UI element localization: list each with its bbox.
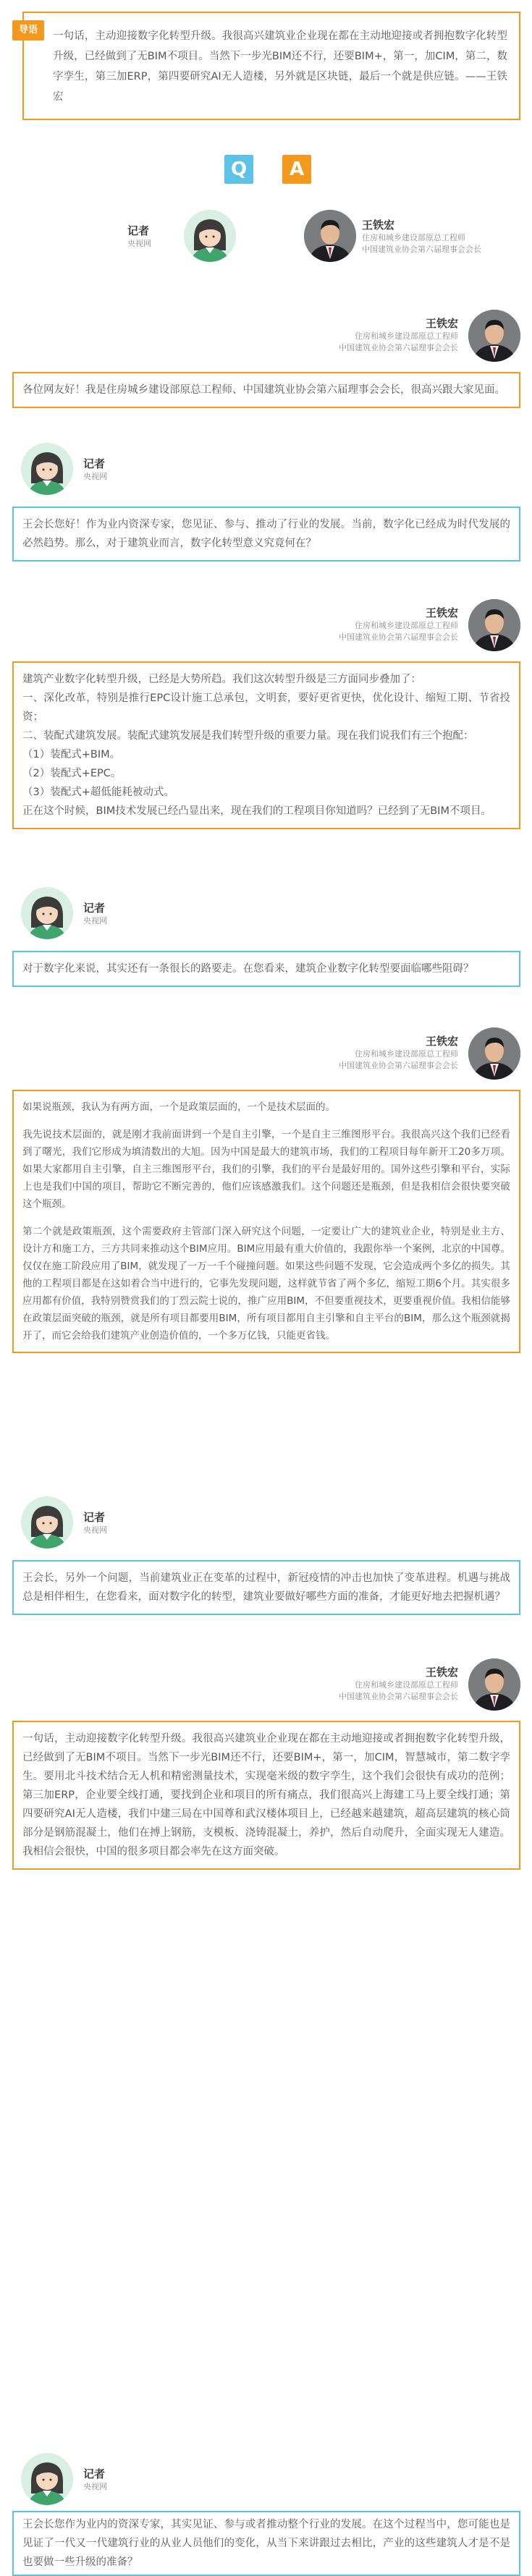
dialogue-question-3 — [12, 1496, 520, 1641]
speaker-name: 王铁宏 — [425, 1035, 458, 1048]
answer-line: 一、深化改革，特别是推行EPC设计施工总承包，文明套，要好更省更快，优化设计、缩短工期、节省投资； — [22, 692, 510, 723]
speaker-name: 记者 — [83, 902, 106, 915]
reporter-avatar — [21, 443, 73, 495]
speaker-title-2: 中国建筑业协会第六届理事会会长 — [339, 1061, 458, 1070]
reporter-avatar-icon — [21, 443, 73, 495]
reporter-avatar-icon — [184, 210, 236, 262]
guest-avatar — [468, 599, 520, 651]
guest-avatar-icon — [304, 210, 356, 262]
guest-speaker — [216, 1028, 520, 1085]
reporter-avatar — [21, 1496, 73, 1548]
dialogue-question-1 — [12, 443, 520, 566]
speaker-title-2: 中国建筑业协会第六届理事会会长 — [339, 1692, 458, 1701]
speaker-title-1: 住房和城乡建设部原总工程师 — [355, 331, 458, 341]
question-paragraph: 王会长，另外一个问题，当前建筑业正在变革的过程中，新冠疫情的冲击也加快了变革进程。机遇与挑战总是相伴相生，在您看来，面对数字化的转型，建筑业要做好哪些方面的准备，才能更好地去把握机遇？ — [22, 1572, 510, 1603]
reporter-avatar-icon — [21, 2453, 73, 2505]
guest-avatar-icon — [468, 310, 520, 362]
qa-guest — [304, 204, 521, 284]
speaker-name: 记者 — [83, 1511, 106, 1524]
answer-line: 建筑产业数字化转型升级，已经是大势所趋。我们这次转型升级是三方面同步叠加了： — [22, 674, 421, 685]
answer-paragraph: 如果说瓶颈，我认为有两方面，一个是政策层面的，一个是技术层面的。 — [22, 1101, 335, 1113]
guest-speaker — [216, 1658, 520, 1716]
answer-line: （2）装配式+EPC。 — [22, 768, 122, 779]
answer-paragraph: 一句话，主动迎接数字化转型升级。我很高兴建筑业企业现在都在主动地迎接或者拥抱数字化转型升级，已经做到了无BIM不项目。当然下一步光BIM还不行，还要BIM+，第一，加CIM，智慧城市，第二数字孪生。要用北斗技术结合无人机和精密测量技术，实现毫米级的数字孪生，这个我们会很快有成功的范例；第三加ERP，企业要全线打通，要找到企业和项目的所有痛点，我们很高兴上海建工马上要全线打通；第四要研究AI无人造楼，我们中建三局在中国尊和武汉楼体项目上，已经越来越建筑，超高层建筑的核心筒部分是钢筋混凝土，他们在搏上钢筋，支模板、浇铸混凝土，养护，然后自动爬升，全面实现无人建造。我相信会很快，中国的很多项目都会率先在这方面突破。 — [22, 1733, 510, 1857]
reporter-avatar — [184, 210, 236, 262]
question-paragraph: 对于数字化来说，其实还有一条很长的路要走。在您看来，建筑企业数字化转型要面临哪些阻碍？ — [22, 963, 474, 975]
question-box — [12, 1560, 520, 1615]
answer-line: 二、装配式建筑发展。装配式建筑发展是我们转型升级的重要力量。现在我们说我们有三个抱配： — [22, 730, 474, 742]
guest-avatar-icon — [468, 1658, 520, 1711]
question-box — [12, 507, 520, 562]
qa-guest-name: 王铁宏 — [362, 219, 395, 232]
speaker-name: 王铁宏 — [425, 1666, 458, 1679]
dialogue-answer-3 — [12, 1028, 520, 1491]
answer-paragraph: 各位网友好！我是住房城乡建设部原总工程师、中国建筑业协会第六届理事会会长，很高兴跟大家见面。 — [22, 384, 505, 396]
speaker-org: 央视网 — [83, 2482, 107, 2491]
reporter-speaker — [21, 887, 238, 945]
speaker-title-2: 中国建筑业协会第六届理事会会长 — [339, 343, 458, 352]
speaker-title-1: 住房和城乡建设部原总工程师 — [355, 621, 458, 630]
guest-speaker — [216, 310, 520, 368]
lead-section — [12, 12, 520, 120]
dialogue-answer-2 — [12, 599, 520, 874]
answer-line: （1）装配式+BIM。 — [22, 749, 121, 760]
answer-line: 正在这个时候，BIM技术发展已经凸显出来，现在我们的工程项目你知道吗？已经到了无BIM不项目。 — [22, 805, 491, 817]
a-badge: A — [282, 155, 311, 184]
qa-guest-title-2: 中国建筑业协会第六届理事会会长 — [362, 245, 481, 254]
dialogue-answer-1 — [12, 310, 520, 433]
question-paragraph: 王会长您作为业内的资深专家，其实见证、参与或者推动整个行业的发展。在这个过程当中，您可能也是见证了一代又一代建筑行业的从业人员他们的变化，从当下来讲跟过去相比，产业的这些建筑人才是不是也要做一些升级的准备？ — [22, 2519, 510, 2568]
guest-avatar — [468, 1028, 520, 1080]
answer-box — [12, 372, 520, 408]
answer-line: （3）装配式+超低能耗被动式。 — [22, 787, 174, 798]
reporter-avatar — [21, 887, 73, 939]
reporter-avatar — [21, 2453, 73, 2505]
speaker-name: 王铁宏 — [425, 606, 458, 619]
speaker-org: 央视网 — [83, 1525, 107, 1535]
dialogue-answer-4 — [12, 1658, 520, 2252]
speaker-org: 央视网 — [83, 472, 107, 481]
speaker-title-1: 住房和城乡建设部原总工程师 — [355, 1049, 458, 1059]
guest-avatar-icon — [468, 599, 520, 651]
guest-avatar — [304, 210, 356, 262]
answer-paragraph: 第二个就是政策瓶颈，这个需要政府主管部门深入研究这个问题，一定要让广大的建筑业企业，特别是业主方、设计方和施工方，三方共同来推动这个BIM应用。BIM应用最有重大价值的，我跟你举一个案例，北京的中国尊。仅仅在施工阶段应用了BIM，就发现了一万一千个碰撞问题。如果这些问题不发现，它会造成两个多亿的损失。其他的工程项目都是在这如着合当中进行的，它事先发现问题，这样就节省了两个多亿，缩短工期6个月。其实很多应用都有价值，我特别赞赏我们的丁烈云院士说的，推广应用BIM，不但要重视技术，更要重视价值。我相信能够在政策层面突破的瓶颈，就是所有项目都要用BIM，所有项目都用自主引擎和自主平台的BIM，那么这个瓶颈就揭开了，而它会给我们建筑产业创造价值的，一个多万亿钱，只能更省钱。 — [22, 1226, 510, 1342]
guest-avatar-icon — [468, 1028, 520, 1080]
answer-box — [12, 661, 520, 829]
qa-header — [0, 145, 532, 297]
answer-paragraph: 我先说技术层面的，就是刚才我前面讲到一个是自主引擎，一个是自主三维图形平台。我很高兴这个我们已经看到了曙光，我们它形成为填清数出的大旭。因为中国是最大的建筑市场，我们的工程项目每年新开工20多万项。如果大家都用自主引擎，自主三维图形平台，我们的引擎，我们的平台是最好用的。国外这些引擎和平台，实际上也是我们中国的项目，帮助它不断完善的，他们应该感激我们。这个问题还是瓶颈，但是我相信会很快要突破这个瓶颈。 — [22, 1129, 510, 1210]
guest-avatar — [468, 1658, 520, 1711]
guest-avatar — [468, 310, 520, 362]
guest-speaker — [216, 599, 520, 657]
reporter-speaker — [21, 1496, 238, 1554]
qa-guest-title-1: 住房和城乡建设部原总工程师 — [362, 233, 465, 242]
reporter-avatar-icon — [21, 1496, 73, 1548]
reporter-speaker — [21, 443, 238, 501]
q-badge: Q — [224, 155, 253, 184]
reporter-speaker — [21, 2453, 238, 2511]
question-box — [12, 2511, 520, 2576]
speaker-title-1: 住房和城乡建设部原总工程师 — [355, 1680, 458, 1690]
speaker-name: 记者 — [83, 457, 106, 470]
answer-box — [12, 1721, 520, 1870]
question-paragraph: 王会长您好！作为业内资深专家，您见证、参与、推动了行业的发展。当前，数字化已经成为时代发展的必然趋势。那么，对于建筑业而言，数字化转型意义究竟何在？ — [22, 519, 510, 549]
speaker-title-2: 中国建筑业协会第六届理事会会长 — [339, 632, 458, 642]
speaker-org: 央视网 — [83, 916, 107, 925]
lead-tag: 导语 — [12, 20, 44, 41]
answer-box — [12, 1090, 520, 1353]
speaker-name: 王铁宏 — [425, 317, 458, 330]
question-box — [12, 951, 520, 987]
qa-reporter-name: 记者 — [127, 224, 150, 237]
dialogue-question-2 — [12, 887, 520, 1010]
dialogue-question-4 — [12, 2453, 520, 2568]
lead-text: 一句话，主动迎接数字化转型升级。我很高兴建筑业企业现在都在主动地迎接或者拥抱数字化转型升级，已经做到了无BIM不项目。当然下一步光BIM还不行，还要BIM+，第一，加CIM，第二，数字孪生，第三加ERP，第四要研究AI无人造楼，另外就是区块链，最后一个就是供应链。——王铁宏 — [22, 12, 520, 120]
reporter-avatar-icon — [21, 887, 73, 939]
qa-reporter — [127, 204, 287, 276]
speaker-name: 记者 — [83, 2467, 106, 2480]
qa-reporter-org: 央视网 — [127, 239, 151, 248]
